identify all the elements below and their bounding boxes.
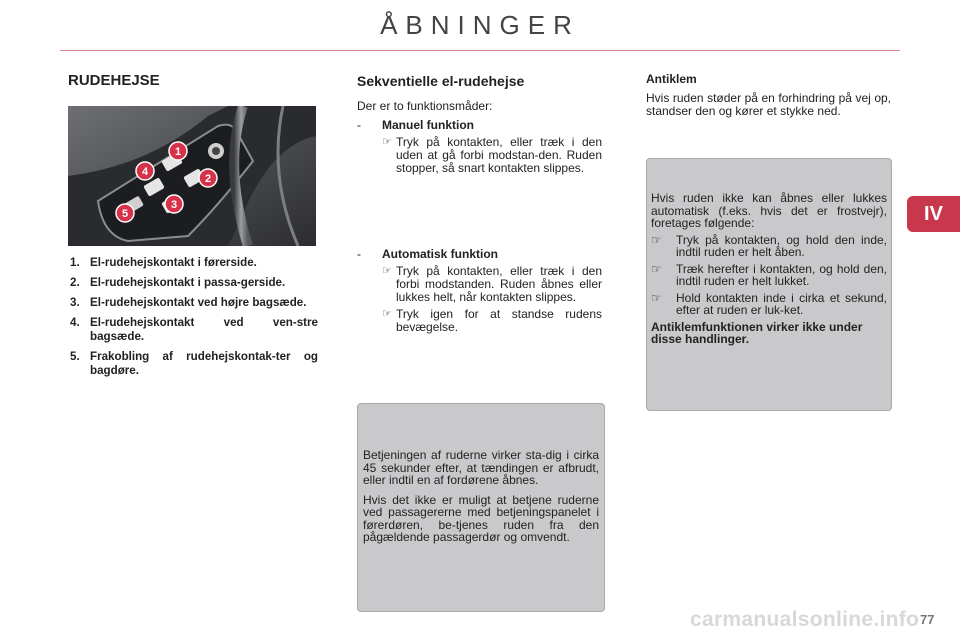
- switch-legend-list: [70, 256, 318, 384]
- callout-4: 4: [141, 166, 149, 178]
- pointing-hand-icon: ☞: [382, 265, 392, 277]
- antiklem-text: Hvis ruden støder på en forhindring på vej op, standser den og kører et stykke ned.: [646, 91, 891, 118]
- watermark: carmanualsonline.info: [690, 608, 920, 631]
- note-paragraph: Hvis det ikke er muligt at betjene ruderne ved passagererne med betjeningspanelet i førerdøren, be-tjenes ruden fra den pågældende passagerdør og omvendt.: [363, 492, 599, 544]
- pointing-hand-icon: ☞: [382, 136, 392, 148]
- list-item: 3. El-rudehejskontakt ved højre bagsæde.: [70, 296, 307, 309]
- title-divider: [60, 50, 900, 51]
- antiklem-block: [646, 73, 891, 118]
- chapter-tab[interactable]: IV: [907, 196, 960, 232]
- list-item: 5. Frakobling af rudehejskontak-ter og bagdøre.: [70, 350, 318, 377]
- manual-mode-block: [357, 100, 602, 175]
- pointing-hand-icon: ☞: [382, 308, 392, 320]
- list-item: ☞ Tryk på kontakten, og hold den inde, indtil ruden er helt åben.: [651, 232, 887, 259]
- antiklem-heading: Antiklem: [646, 72, 697, 86]
- callout-3: 3: [170, 199, 178, 211]
- section-heading-sekventielle: Sekventielle el-rudehejse: [357, 73, 525, 89]
- intro-text: Der er to funktionsmåder:: [357, 99, 493, 113]
- list-item: 2. El-rudehejskontakt i passa-gerside.: [70, 276, 286, 289]
- list-item: ☞ Tryk igen for at standse rudens bevægelse.: [382, 307, 602, 334]
- pointing-hand-icon: ☞: [651, 261, 662, 276]
- window-switch-panel-photo: [68, 106, 316, 246]
- list-item: ☞ Tryk på kontakten, eller træk i den forbi modstanden. Ruden åbnes eller lukkes helt, når kontakten slippes.: [382, 264, 602, 304]
- pointing-hand-icon: ☞: [651, 232, 662, 247]
- note-warning: Antiklemfunktionen virker ikke under disse handlinger.: [651, 319, 863, 346]
- list-item: ☞ Træk herefter i kontakten, og hold den, indtil ruden er helt lukket.: [651, 261, 887, 288]
- list-item: 4. El-rudehejskontakt ved ven-stre bagsæde.: [70, 316, 318, 343]
- page-title: ÅBNINGER: [380, 10, 580, 40]
- manual-mode-heading: - Manuel funktion: [357, 118, 474, 132]
- note-paragraph: Betjeningen af ruderne virker sta-dig i cirka 45 sekunder efter, at tændingen er afbrudt, eller indtil en af fordørene åbnes.: [363, 448, 599, 487]
- callout-5: 5: [121, 208, 129, 220]
- note-box-reinit: [646, 158, 892, 411]
- note-box-operation: [357, 403, 605, 612]
- note-intro: Hvis ruden ikke kan åbnes eller lukkes automatisk (f.eks. hvis det er frostvejr), foretages følgende:: [651, 191, 887, 230]
- pointing-hand-icon: ☞: [651, 290, 662, 305]
- list-item: ☞ Hold kontakten inde i cirka et sekund, efter at ruden er luk-ket.: [651, 290, 887, 317]
- list-item: ☞ Tryk på kontakten, eller træk i den uden at gå forbi modstan-den. Ruden stopper, så snart kontakten slippes.: [382, 135, 602, 175]
- callout-2: 2: [204, 173, 212, 185]
- callout-1: 1: [174, 146, 182, 158]
- automatic-mode-heading: - Automatisk funktion: [357, 247, 498, 261]
- list-item: 1. El-rudehejskontakt i førerside.: [70, 256, 257, 269]
- page-number: 77: [920, 612, 935, 627]
- section-heading-rudehejse: RUDEHEJSE: [68, 72, 160, 89]
- automatic-mode-block: [357, 248, 602, 334]
